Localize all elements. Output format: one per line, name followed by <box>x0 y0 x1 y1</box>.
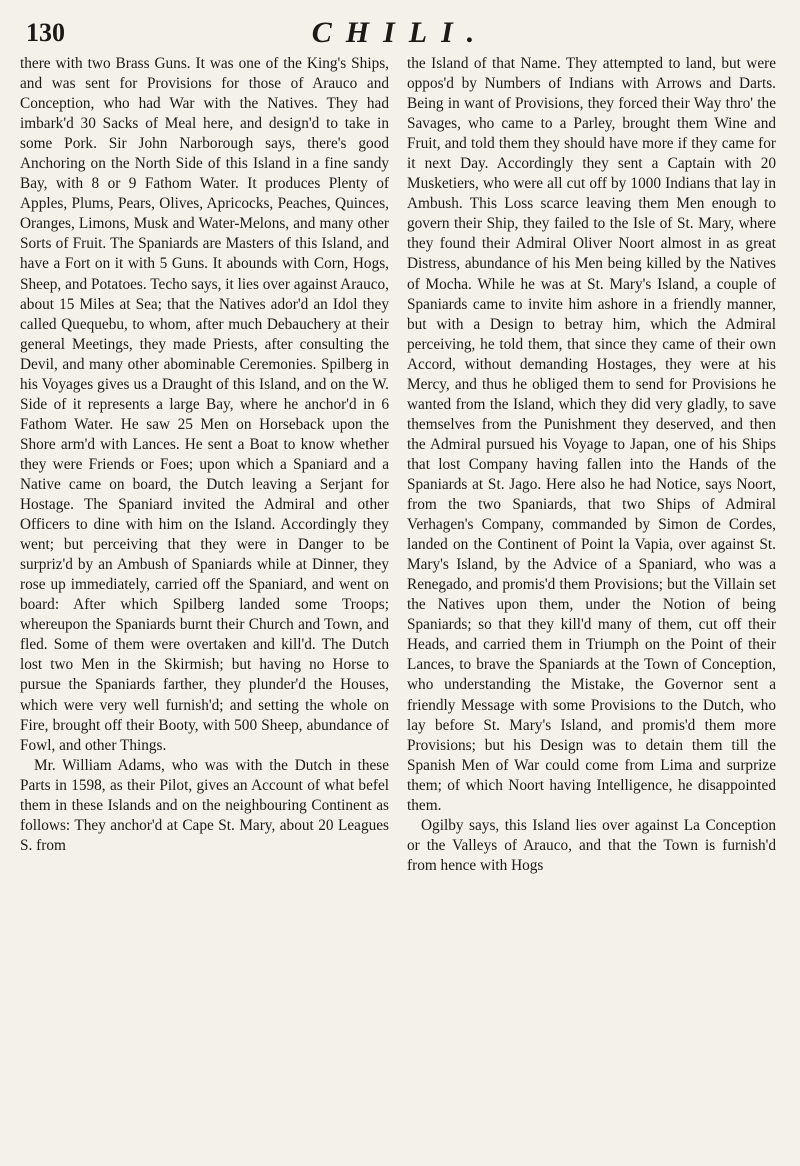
page-header <box>26 16 774 52</box>
right-column <box>407 54 776 1158</box>
text-columns <box>20 54 776 1158</box>
page-number: 130 <box>26 18 65 47</box>
paragraph: the Island of that Name. They attempted to land, but were oppos'd by Numbers of Indians with Arrows and Darts. Being in want of Provisions, they forced their Way thro' the Savages, who came to a Parley, brought them Wine and Fruit, and told them they should have more if they came for it next Day. Accordingly they sent a Captain with 20 Musketiers, who were all cut off by 1000 Indians that lay in Ambush. This Loss scarce leaving them Men enough to govern their Ship, they failed to the Isle of St. Mary, where they found their Admiral Oliver Noort almost in as great Distress, abundance of his Men being killed by the Natives of Mocha. While he was at St. Mary's Island, a couple of Spaniards came to invite him ashore in a friendly manner, but with a Design to betray him, which the Admiral perceiving, he told them, that since they came of their own Accord, without demanding Hostages, they were at his Mercy, and thus he obliged them to send for Provisions he wanted from the Island, which they did very gladly, to save themselves from the Punishment they deserved, and then the Admiral pursued his Voyage to Japan, one of his Ships that lost Company having fallen into the Hands of the Spaniards at St. Jago. Here also he had Notice, says Noort, from the two Spaniards, that two Ships of Admiral Verhagen's Company, commanded by Simon de Cordes, landed on the Continent of Point la Vapia, over against St. Mary's Island, by the Advice of a Spaniard, who was a Renegado, and promis'd them Provisions; but the Villain set the Natives upon them, under the Notion of being Spaniards; so that they kill'd many of them, cut off their Heads, and carried them in Triumph on the Point of their Lances, to brave the Spaniards at the Town of Conception, who understanding the Mistake, the Governor sent a friendly Message with some Provisions to the Dutch, who lay before St. Mary's Island, and promis'd them more Provisions; but his Design was to detain them till the Spanish Men of War could come from Lima and surprize them; of which Noort having Intelligence, he disappointed them. <box>407 55 776 814</box>
running-head: CHILI. <box>311 16 489 49</box>
left-column <box>20 54 389 1158</box>
paragraph: Mr. William Adams, who was with the Dutch in these Parts in 1598, as their Pilot, gives an Account of what befel them in these Islands and on the neighbouring Continent as follows: They anchor'd at Cape St. Mary, about 20 Leagues S. from <box>20 756 389 854</box>
paragraph: Ogilby says, this Island lies over against La Conception or the Valleys of Arauco, and that the Town is furnish'd from hence with Hogs <box>407 816 776 874</box>
paragraph: there with two Brass Guns. It was one of the King's Ships, and was sent for Provisions for those of Arauco and Conception, who had War with the Natives. They had imbark'd 30 Sacks of Meal here, and design'd to take in some Pork. Sir John Narborough says, there's good Anchoring on the North Side of this Island in a fine sandy Bay, with 8 or 9 Fathom Water. It produces Plenty of Apples, Plums, Pears, Olives, Apricocks, Peaches, Quinces, Oranges, Limons, Musk and Water-Melons, and many other Sorts of Fruit. The Spaniards are Masters of this Island, and have a Fort on it with 5 Guns. It abounds with Corn, Hogs, Sheep, and Potatoes. Techo says, it lies over against Arauco, about 15 Miles at Sea; that the Natives ador'd an Idol they called Quequebu, to whom, after much Debauchery at their general Meetings, they made Priests, after consulting the Devil, and many other abominable Ceremonies. Spilberg in his Voyages gives us a Draught of this Island, and on the W. Side of it represents a large Bay, where he anchor'd in 6 Fathom Water. He saw 25 Men on Horseback upon the Shore arm'd with Lances. He sent a Boat to know whether they were Friends or Foes; upon which a Spaniard and a Native came on board, the Dutch leaving a Serjant for Hostage. The Spaniard invited the Admiral and other Officers to dine with him on the Island. Accordingly they went; but perceiving that they were in Danger to be surpriz'd by an Ambush of Spaniards while at Dinner, they rose up immediately, carried off the Spaniard, and went on board: After which Spilberg landed some Troops; whereupon the Spaniards burnt their Church and Town, and fled. Some of them were overtaken and kill'd. The Dutch lost two Men in the Skirmish; but having no Horse to pursue the Spaniards farther, they plunder'd the Houses, which were very well furnish'd; and setting the whole on Fire, brought off their Booty, with 500 Sheep, abundance of Fowl, and other Things. <box>20 55 389 754</box>
